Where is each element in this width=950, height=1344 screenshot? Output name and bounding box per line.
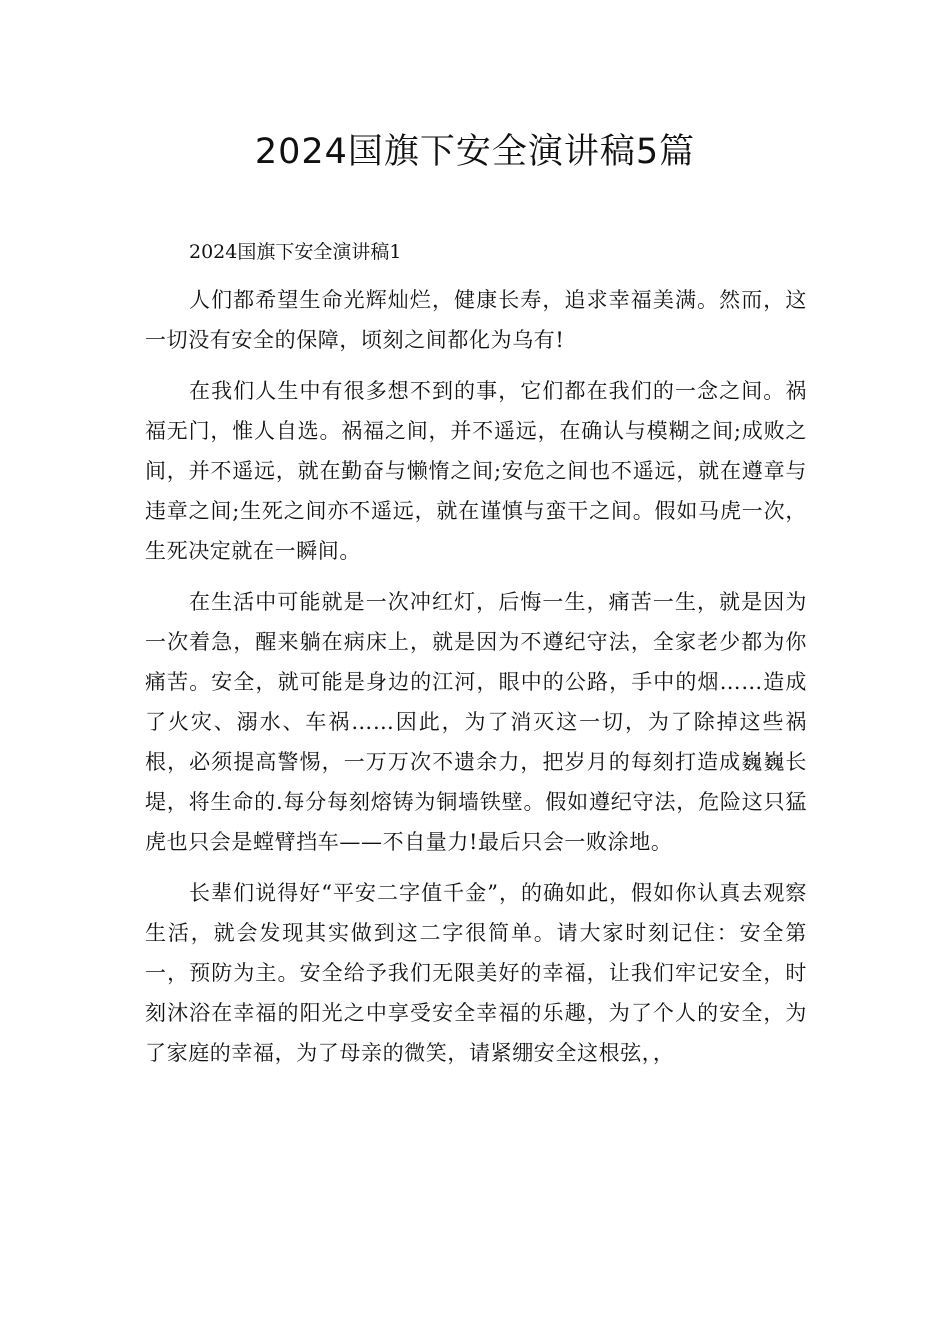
paragraph: 长辈们说得好“平安二字值千金”，的确如此，假如你认真去观察生活，就会发现其实做到这二字很简单。请大家时刻记住：安全第一，预防为主。安全给予我们无限美好的幸福，让我们牢记安全，时刻沐浴在幸福的阳光之中享受安全幸福的乐趣，为了个人的安全，为了家庭的幸福，为了母亲的微笑，请紧绷安全这根弦，，: [145, 881, 807, 1065]
paragraph: 在我们人生中有很多想不到的事，它们都在我们的一念之间。祸福无门，惟人自选。祸福之间，并不遥远，在确认与模糊之间;成败之间，并不遥远，就在勤奋与懒惰之间;安危之间也不遥远，就在遵章与违章之间;生死之间亦不遥远，就在谨慎与蛮干之间。假如马虎一次，生死决定就在一瞬间。: [145, 379, 807, 563]
document-title: 2024国旗下安全演讲稿5篇: [254, 132, 696, 172]
section-subtitle: 2024国旗下安全演讲稿1: [189, 241, 402, 263]
document-body: [145, 280, 807, 1084]
paragraph: 在生活中可能就是一次冲红灯，后悔一生，痛苦一生，就是因为一次着急，醒来躺在病床上，就是因为不遵纪守法，全家老少都为你痛苦。安全，就可能是身边的江河，眼中的公路，手中的烟……造成了火灾、溺水、车祸……因此，为了消灭这一切，为了除掉这些祸根，必须提高警惕，一万万次不遗余力，把岁月的每刻打造成巍巍长堤，将生命的.每分每刻熔铸为铜墙铁壁。假如遵纪守法，危险这只猛虎也只会是螳臂挡车——不自量力!最后只会一败涂地。: [145, 590, 807, 854]
paragraph: 人们都希望生命光辉灿烂，健康长寿，追求幸福美满。然而，这一切没有安全的保障，顷刻之间都化为乌有!: [145, 288, 807, 352]
